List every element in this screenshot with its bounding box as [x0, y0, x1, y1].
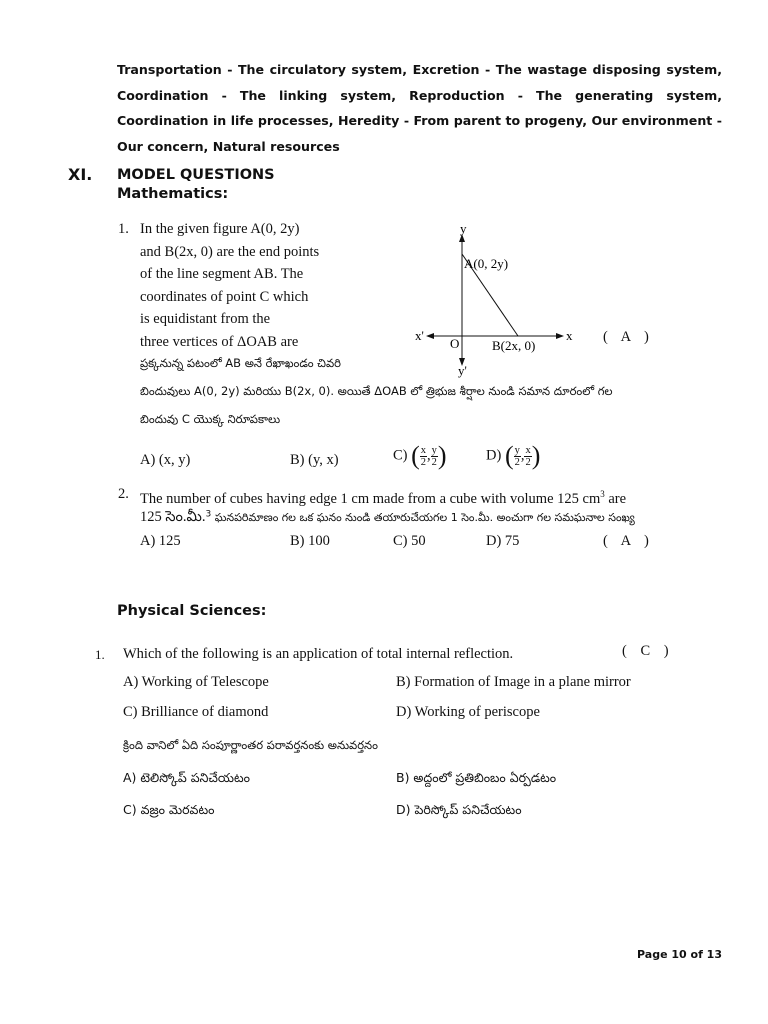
math-q2-option-b: B) 100 [290, 533, 330, 549]
x-prime-label: x' [415, 328, 424, 343]
math-q1-telugu-line: ప్రక్కనున్న పటంలో AB అనే రేఖాఖండం చివరి [140, 356, 341, 370]
option-c-label: C) [393, 447, 408, 464]
math-q1-telugu-line: బిందువులు A(0, 2y) మరియు B(2x, 0). అయితే ΔOAB లో త్రిభుజ శీర్షాల నుండి సమాన దూరంలో గల [140, 384, 613, 398]
fraction: $\frac{y}{2}$ [431, 444, 437, 468]
math-q2-number: 2. [118, 486, 129, 502]
math-q1-number: 1. [118, 221, 129, 237]
section-title [117, 166, 275, 204]
phys-q1-telugu-option-c: C) వజ్రం మెరవటం [123, 802, 215, 817]
phys-q1-telugu-option-a: A) టెలిస్కోప్ పనిచేయటం [123, 770, 250, 785]
paren-open: ( [504, 441, 514, 470]
math-q1-line: three vertices of ΔOAB are [140, 333, 299, 350]
math-q2-option-a: A) 125 [140, 533, 181, 549]
paren-open: ( [411, 441, 420, 470]
phys-q1-option-c: C) Brilliance of diamond [123, 704, 269, 720]
math-q1-telugu-line: బిందువు C యొక్క నిరూపకాలు [140, 412, 281, 426]
option-d-label: D) [486, 447, 502, 464]
math-q1-option-c [393, 441, 447, 471]
x-axis-arrow [556, 333, 564, 339]
intro-paragraph: Transportation - The circulatory system, Excretion - The wastage disposing system, Coordination - The linking system, Reproduction - The generating system, Coordination in life processes, Heredity - From parent to progeny, Our environment - Our concern, Natural resources [117, 62, 722, 154]
math-q1-line: of the line segment AB. The [140, 266, 304, 282]
phys-q1-option-d: D) Working of periscope [396, 704, 540, 720]
math-q2-answer: ( A ) [603, 533, 649, 549]
math-q1-answer: ( A ) [603, 329, 649, 345]
coordinate-figure [410, 220, 590, 380]
paren-close: ) [437, 441, 447, 470]
page-number: Page 10 of 13 [637, 948, 722, 961]
math-q1-line: and B(2x, 0) are the end points [140, 243, 320, 260]
math-q2-option-d: D) 75 [486, 533, 520, 549]
phys-q1-option-b: B) Formation of Image in a plane mirror [396, 674, 631, 690]
math-q2-text: The number of cubes having edge 1 cm made from a cube with volume 125 $cm^3$ are [140, 489, 627, 507]
phys-q1-answer: ( C ) [622, 643, 669, 659]
mathematics-heading: Mathematics: [117, 186, 229, 202]
comma: , [427, 447, 431, 464]
point-a-label: A(0, 2y) [464, 256, 509, 271]
phys-q1-telugu-option-b: B) అద్దంలో ప్రతిబింబం ఏర్పడటం [396, 770, 557, 785]
model-questions-heading: MODEL QUESTIONS [117, 167, 275, 183]
phys-q1-telugu-option-d: D) పెరిస్కోప్ పనిచేయటం [396, 802, 522, 817]
math-q1-line: is equidistant from the [140, 311, 271, 327]
origin-label: O [450, 336, 460, 351]
paren-close: ) [531, 441, 541, 470]
y-label: y [460, 221, 467, 236]
math-q1-option-b: B) (y, x) [290, 452, 339, 468]
fraction: $\frac{x}{2}$ [420, 444, 427, 468]
math-q1-option-a: A) (x, y) [140, 452, 191, 468]
section-number: XI. [68, 165, 93, 184]
phys-q1-option-a: A) Working of Telescope [123, 674, 269, 690]
y-prime-label: y' [458, 363, 467, 378]
x-prime-arrow [426, 333, 434, 339]
math-q2-telugu: 125 సెం.మీ.$^3$ ఘనపరిమాణం గల ఒక ఘనం నుండి తయారుచేయగల 1 సెం.మీ. అంచుగా గల సమఘనాల సంఖ్య [140, 509, 635, 525]
x-label: x [566, 328, 573, 343]
phys-q1-text: Which of the following is an application of total internal reflection. [123, 646, 514, 662]
phys-q1-number: 1. [95, 647, 105, 662]
fraction: $\frac{x}{2}$ [525, 444, 531, 468]
math-q1-text [140, 218, 380, 353]
math-q1-option-d [486, 441, 540, 471]
math-q1-line: coordinates of point C which [140, 288, 309, 305]
comma: , [520, 447, 525, 464]
math-q1-line: In the given figure A(0, 2y) [140, 221, 300, 237]
phys-q1-telugu-question: క్రింది వానిలో ఏది సంపూర్ణాంతర పరావర్తనంకు అనువర్తనం [123, 738, 378, 752]
fraction: $\frac{y}{2}$ [514, 444, 520, 468]
point-b-label: B(2x, 0) [492, 338, 536, 353]
math-q2-option-c: C) 50 [393, 533, 426, 549]
physical-sciences-heading: Physical Sciences: [117, 603, 267, 619]
